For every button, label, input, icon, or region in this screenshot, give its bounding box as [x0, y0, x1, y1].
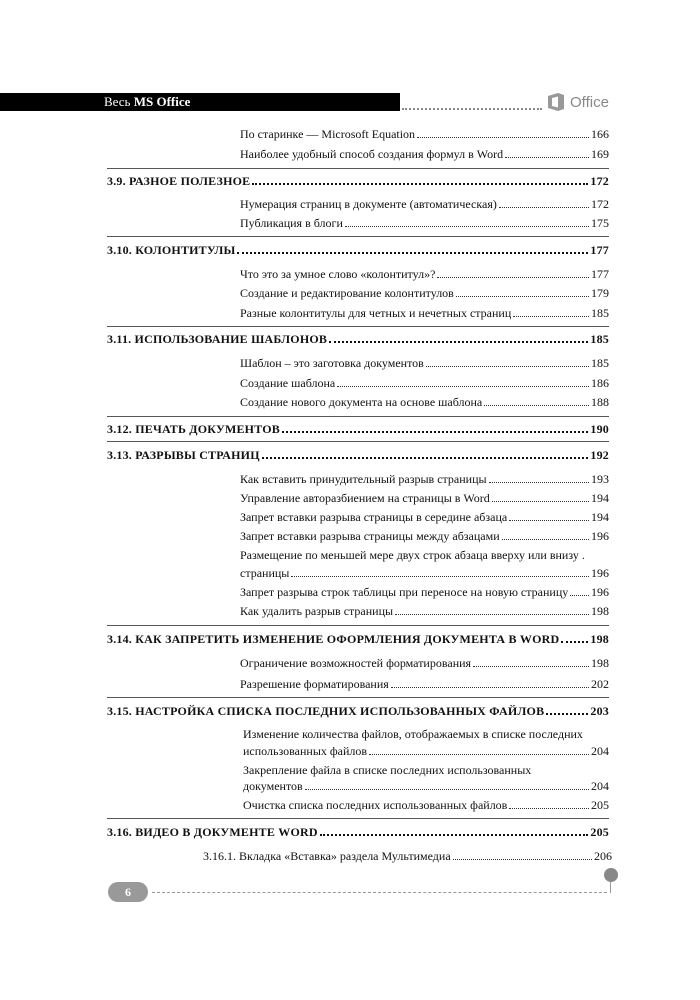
toc-entry[interactable]: Управление авторазбиением на страницы в Word 194: [240, 491, 609, 505]
section-divider: [107, 168, 609, 169]
footer-dashed-rule: [152, 892, 607, 893]
section-divider: [107, 697, 609, 698]
toc-entry[interactable]: страницы 196: [240, 566, 609, 580]
section-divider: [107, 625, 609, 626]
toc-section[interactable]: 3.11. ИСПОЛЬЗОВАНИЕ ШАБЛОНОВ 185: [107, 332, 609, 346]
toc-entry[interactable]: использованных файлов 204: [243, 744, 609, 758]
page-number: 6: [108, 882, 148, 902]
toc-section[interactable]: 3.14. КАК ЗАПРЕТИТЬ ИЗМЕНЕНИЕ ОФОРМЛЕНИЯ ДОКУМЕНТА В WORD 198: [107, 632, 609, 646]
toc-entry[interactable]: Ограничение возможностей форматирования 198: [240, 656, 609, 670]
toc-entry[interactable]: Создание шаблона 186: [240, 376, 609, 390]
toc-entry[interactable]: Публикация в блоги 175: [240, 216, 609, 230]
toc-entry[interactable]: Как вставить принудительный разрыв страницы 193: [240, 472, 609, 486]
toc-entry[interactable]: Наиболее удобный способ создания формул в Word 169: [240, 147, 609, 161]
section-divider: [107, 326, 609, 327]
footer-dot-marker: [604, 868, 618, 882]
office-logo-icon: [546, 92, 566, 112]
toc-entry-multiline[interactable]: Изменение количества файлов, отображаемых в списке последних: [243, 727, 583, 741]
toc-entry[interactable]: Как удалить разрыв страницы 198: [240, 604, 609, 618]
office-logo: [546, 92, 609, 112]
toc-entry[interactable]: Очистка списка последних использованных файлов 205: [243, 798, 609, 812]
toc-entry[interactable]: Создание и редактирование колонтитулов 179: [240, 286, 609, 300]
section-divider: [107, 416, 609, 417]
toc-entry[interactable]: Запрет вставки разрыва страницы в середине абзаца 194: [240, 510, 609, 524]
toc-entry[interactable]: Шаблон – это заготовка документов 185: [240, 356, 609, 370]
toc-entry[interactable]: Разные колонтитулы для четных и нечетных страниц 185: [240, 306, 609, 320]
toc-subsection[interactable]: 3.16.1. Вкладка «Вставка» раздела Мультимедиа 206: [203, 849, 612, 863]
toc-entry[interactable]: Создание нового документа на основе шаблона 188: [240, 395, 609, 409]
toc-entry-multiline[interactable]: Размещение по меньшей мере двух строк абзаца вверху или внизу .: [240, 548, 585, 562]
toc-entry-multiline[interactable]: Закрепление файла в списке последних использованных: [243, 763, 532, 777]
book-title: Весь MS Office: [104, 94, 191, 109]
section-divider: [107, 236, 609, 237]
toc-section[interactable]: 3.13. РАЗРЫВЫ СТРАНИЦ 192: [107, 448, 609, 462]
section-divider: [107, 441, 609, 442]
toc-entry[interactable]: Запрет разрыва строк таблицы при переносе на новую страницу 196: [240, 585, 609, 599]
toc-entry[interactable]: Нумерация страниц в документе (автоматическая) 172: [240, 197, 609, 211]
toc-entry[interactable]: По старинке — Microsoft Equation 166: [240, 127, 609, 141]
toc-entry[interactable]: Что это за умное слово «колонтитул»? 177: [240, 267, 609, 281]
toc-section[interactable]: 3.15. НАСТРОЙКА СПИСКА ПОСЛЕДНИХ ИСПОЛЬЗОВАННЫХ ФАЙЛОВ 203: [107, 704, 609, 718]
toc-section[interactable]: 3.12. ПЕЧАТЬ ДОКУМЕНТОВ 190: [107, 422, 609, 436]
toc-entry[interactable]: Запрет вставки разрыва страницы между абзацами 196: [240, 529, 609, 543]
toc-entry[interactable]: Разрешение форматирования 202: [240, 677, 609, 691]
office-logo-text: Office: [570, 93, 609, 111]
section-divider: [107, 818, 609, 819]
toc-section[interactable]: 3.9. РАЗНОЕ ПОЛЕЗНОЕ 172: [107, 174, 609, 188]
toc-entry[interactable]: документов 204: [243, 779, 609, 793]
footer-connector: [610, 882, 611, 893]
header-dotted-rule: [402, 108, 542, 110]
header-bar: [0, 93, 400, 111]
toc-section[interactable]: 3.10. КОЛОНТИТУЛЫ 177: [107, 243, 609, 257]
toc-section[interactable]: 3.16. ВИДЕО В ДОКУМЕНТЕ WORD 205: [107, 825, 609, 839]
